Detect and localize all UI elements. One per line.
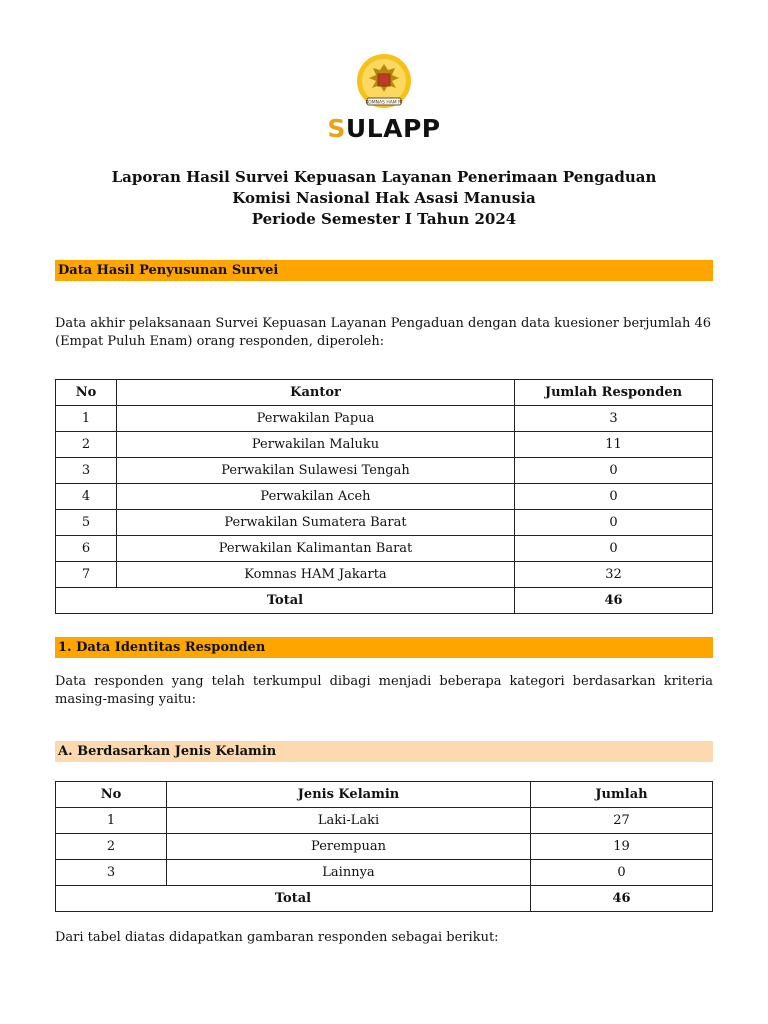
section-heading-identitas: 1. Data Identitas Responden: [55, 637, 713, 658]
cell-jumlah: 0: [515, 536, 713, 562]
table-row: [56, 536, 713, 562]
closing-text: Dari tabel diatas didapatkan gambaran responden sebagai berikut:: [55, 930, 499, 945]
cell-kantor: Perwakilan Maluku: [117, 432, 515, 458]
table-row: [56, 860, 713, 886]
table-total-row: [56, 886, 713, 912]
cell-kantor: Perwakilan Sulawesi Tengah: [117, 458, 515, 484]
title-line-3: Periode Semester I Tahun 2024: [251, 210, 517, 228]
total-label: Total: [56, 588, 515, 614]
cell-jumlah: 11: [515, 432, 713, 458]
cell-jenis-kelamin: Perempuan: [167, 834, 531, 860]
cell-jumlah: 0: [531, 860, 713, 886]
cell-kantor: Perwakilan Papua: [117, 406, 515, 432]
table-row: [56, 406, 713, 432]
table-row: [56, 562, 713, 588]
total-value: 46: [515, 588, 713, 614]
cell-kantor: Komnas HAM Jakarta: [117, 562, 515, 588]
cell-jumlah: 0: [515, 484, 713, 510]
cell-jumlah: 0: [515, 510, 713, 536]
col-header-jumlah: Jumlah: [531, 782, 713, 808]
col-header-jenis-kelamin: Jenis Kelamin: [167, 782, 531, 808]
col-header-jumlah: Jumlah Responden: [515, 380, 713, 406]
brand-initial: S: [327, 114, 346, 143]
emblem-text: KOMNAS HAM RI: [365, 100, 403, 106]
table-row: [56, 808, 713, 834]
cell-jenis-kelamin: Laki-Laki: [167, 808, 531, 834]
cell-jumlah: 27: [531, 808, 713, 834]
kantor-table: [55, 379, 713, 614]
jenis-kelamin-table: [55, 781, 713, 912]
logo: [0, 54, 768, 143]
table-row: [56, 834, 713, 860]
cell-kantor: Perwakilan Kalimantan Barat: [117, 536, 515, 562]
cell-no: 3: [56, 458, 117, 484]
section-identitas-paragraph: Data responden yang telah terkumpul dibagi menjadi beberapa kategori berdasarkan kriteria masing-masing yaitu:: [55, 674, 713, 707]
brand-name: [0, 114, 768, 143]
col-header-no: No: [56, 380, 117, 406]
title-line-1: Laporan Hasil Survei Kepuasan Layanan Penerimaan Pengaduan: [111, 168, 657, 186]
col-header-no: No: [56, 782, 167, 808]
section-data-paragraph: Data akhir pelaksanaan Survei Kepuasan Layanan Pengaduan dengan data kuesioner berjumlah 46 (Empat Puluh Enam) orang responden, diperoleh:: [55, 316, 712, 349]
cell-kantor: Perwakilan Sumatera Barat: [117, 510, 515, 536]
cell-no: 2: [56, 432, 117, 458]
garuda-emblem-icon: [354, 54, 414, 112]
cell-no: 6: [56, 536, 117, 562]
table-row: [56, 510, 713, 536]
cell-no: 4: [56, 484, 117, 510]
title-line-2: Komisi Nasional Hak Asasi Manusia: [232, 189, 536, 207]
table-row: [56, 458, 713, 484]
brand-rest: ULAPP: [345, 114, 441, 143]
cell-jumlah: 32: [515, 562, 713, 588]
cell-no: 1: [56, 808, 167, 834]
cell-no: 7: [56, 562, 117, 588]
section-heading-data-hasil: Data Hasil Penyusunan Survei: [55, 260, 713, 281]
total-value: 46: [531, 886, 713, 912]
cell-no: 3: [56, 860, 167, 886]
cell-jumlah: 3: [515, 406, 713, 432]
total-label: Total: [56, 886, 531, 912]
cell-jumlah: 0: [515, 458, 713, 484]
table-row: [56, 432, 713, 458]
cell-kantor: Perwakilan Aceh: [117, 484, 515, 510]
cell-no: 5: [56, 510, 117, 536]
table-header-row: [56, 380, 713, 406]
cell-no: 2: [56, 834, 167, 860]
cell-no: 1: [56, 406, 117, 432]
col-header-kantor: Kantor: [117, 380, 515, 406]
table-row: [56, 484, 713, 510]
report-title: [0, 167, 768, 230]
cell-jenis-kelamin: Lainnya: [167, 860, 531, 886]
table-header-row: [56, 782, 713, 808]
subsection-heading-jenis-kelamin: A. Berdasarkan Jenis Kelamin: [55, 741, 713, 762]
cell-jumlah: 19: [531, 834, 713, 860]
table-total-row: [56, 588, 713, 614]
